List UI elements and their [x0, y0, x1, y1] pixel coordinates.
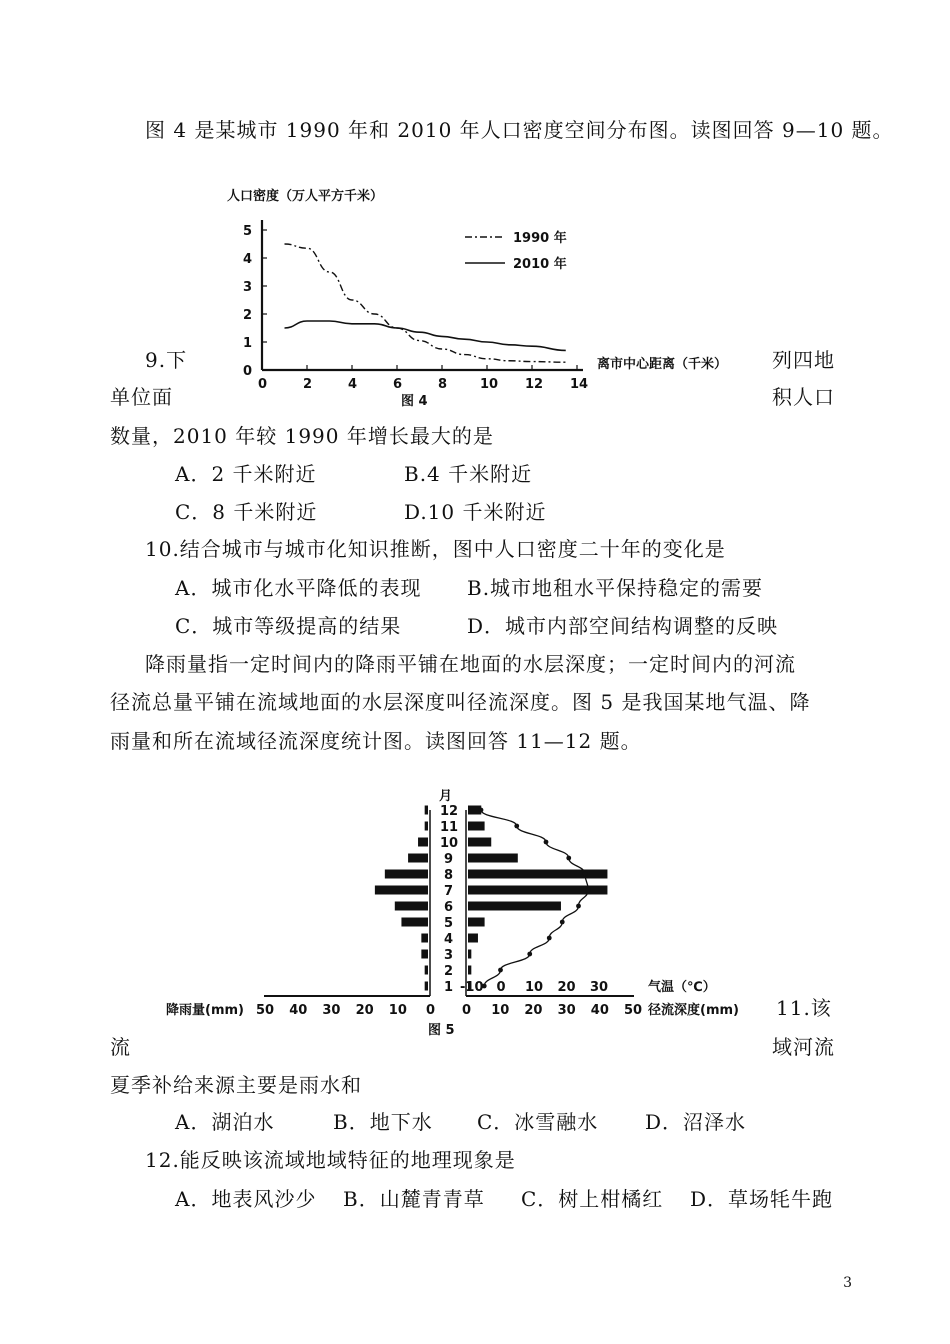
fig5-temp-label: 气温（℃）: [648, 980, 716, 995]
q9-right-b: 积人口: [772, 385, 835, 409]
q12-option-a: A．地表风沙少: [175, 1187, 317, 1211]
fig5-runoff-tick: 40: [590, 1003, 609, 1018]
fig4-xlabel: 离市中心距离（千米）: [597, 357, 728, 372]
fig4-xtick-label: 2: [303, 377, 313, 392]
fig5-runoff-tick: 0: [462, 1003, 472, 1018]
fig5-rain-tick: 20: [355, 1003, 374, 1018]
q11-option-c: C．冰雪融水: [477, 1110, 599, 1134]
fig5-temp-point: [479, 808, 484, 813]
intro2-line1: 降雨量指一定时间内的降雨平铺在地面的水层深度；一定时间内的河流: [145, 652, 796, 676]
fig5-month-label: 月: [439, 789, 453, 804]
fig5-runoff-bar: [468, 854, 518, 863]
fig5-month-tick: 2: [444, 964, 454, 979]
intro-figure4: 图 4 是某城市 1990 年和 2010 年人口密度空间分布图。读图回答 9—10 题。: [145, 118, 894, 142]
fig4-xtick-label: 6: [393, 377, 403, 392]
q11-option-b: B．地下水: [333, 1110, 433, 1134]
fig4-ytick-label: 0: [243, 364, 253, 379]
q10-stem: 10.结合城市与城市化知识推断，图中人口密度二十年的变化是: [145, 537, 726, 561]
fig5-temp-point: [544, 840, 549, 845]
fig5-month-tick: 10: [440, 836, 459, 851]
q11-right-a: 11.该: [776, 996, 832, 1020]
fig5-runoff-bar: [468, 902, 561, 911]
fig4-ytick-label: 2: [243, 308, 253, 323]
fig4-xtick-label: 0: [258, 377, 268, 392]
fig5-temp-tick: 20: [557, 980, 576, 995]
q9-left-a: 9.下: [145, 348, 188, 372]
intro2-line2: 径流总量平铺在流域地面的水层深度叫径流深度。图 5 是我国某地气温、降: [110, 690, 811, 714]
fig5-runoff-bar: [468, 838, 491, 847]
fig5-temp-tick: -10: [460, 980, 484, 995]
q11-left-b: 流: [110, 1035, 131, 1059]
page-number: 3: [843, 1275, 852, 1291]
fig5-runoff-tick: 30: [557, 1003, 576, 1018]
q10-option-c: C．城市等级提高的结果: [175, 614, 402, 638]
q12-option-d: D．草场牦牛跑: [690, 1187, 834, 1211]
legend-1990-label: 1990 年: [513, 231, 567, 246]
q12-option-b: B．山麓青青草: [343, 1187, 485, 1211]
fig5-temp-tick: 0: [496, 980, 506, 995]
fig5-rain-bar: [425, 982, 428, 991]
fig4-xtick-label: 8: [438, 377, 448, 392]
fig5-rain-bar: [425, 822, 428, 831]
fig5-runoff-bar: [468, 966, 471, 975]
q10-option-d: D．城市内部空间结构调整的反映: [467, 614, 779, 638]
fig5-runoff-bar: [468, 822, 485, 831]
figure5-chart: [160, 780, 760, 1040]
intro2-line3: 雨量和所在流域径流深度统计图。读图回答 11—12 题。: [110, 729, 642, 753]
fig5-runoff-label: 径流深度(mm): [648, 1003, 739, 1018]
q11-line-c: 夏季补给来源主要是雨水和: [110, 1073, 362, 1097]
fig5-rain-bar: [421, 950, 428, 959]
legend-2010-label: 2010 年: [513, 257, 567, 272]
fig5-rain-bar: [385, 870, 428, 879]
q12-stem: 12.能反映该流域地域特征的地理现象是: [145, 1148, 516, 1172]
fig5-month-tick: 3: [444, 948, 454, 963]
fig5-runoff-bar: [468, 918, 485, 927]
q11-right-b: 域河流: [772, 1035, 835, 1059]
fig4-xtick-label: 4: [348, 377, 358, 392]
figure4-chart: [225, 180, 770, 415]
fig5-runoff-tick: 20: [524, 1003, 543, 1018]
fig5-runoff-bar: [468, 934, 478, 943]
q9-option-b: B.4 千米附近: [404, 462, 533, 486]
fig5-rain-bar: [375, 886, 428, 895]
fig5-temp-point: [583, 872, 588, 877]
fig4-ytick-label: 5: [243, 224, 253, 239]
q11-option-a: A．湖泊水: [175, 1110, 275, 1134]
q9-left-b: 单位面: [110, 385, 173, 409]
fig5-rain-bar: [425, 806, 428, 815]
fig5-month-tick: 4: [444, 932, 454, 947]
fig5-temp-point: [586, 888, 591, 893]
fig5-rain-bar: [421, 934, 428, 943]
fig4-xtick-label: 14: [570, 377, 589, 392]
fig5-rain-bar: [395, 902, 428, 911]
fig5-runoff-tick: 10: [491, 1003, 510, 1018]
q9-option-d: D.10 千米附近: [404, 500, 547, 524]
fig5-rain-tick: 0: [426, 1003, 436, 1018]
fig5-month-tick: 11: [440, 820, 459, 835]
fig5-rain-tick: 30: [322, 1003, 341, 1018]
q9-line-c: 数量，2010 年较 1990 年增长最大的是: [110, 424, 494, 448]
fig5-rain-bar: [425, 966, 428, 975]
fig5-rain-tick: 40: [289, 1003, 308, 1018]
fig5-runoff-tick: 50: [624, 1003, 643, 1018]
fig5-month-tick: 8: [444, 868, 454, 883]
fig5-rain-label: 降雨量(mm): [166, 1003, 244, 1018]
fig5-temp-tick: 10: [525, 980, 544, 995]
fig4-ytick-label: 4: [243, 252, 253, 267]
fig4-xtick-label: 10: [480, 377, 499, 392]
fig5-temp-point: [527, 952, 532, 957]
fig5-runoff-bar: [468, 950, 471, 959]
fig5-temp-point: [547, 936, 552, 941]
q10-option-a: A．城市化水平降低的表现: [175, 576, 422, 600]
fig5-month-tick: 5: [444, 916, 454, 931]
fig5-month-tick: 12: [440, 804, 459, 819]
fig4-ytick-label: 3: [243, 280, 253, 295]
fig5-title: 图 5: [428, 1023, 455, 1038]
fig5-rain-bar: [408, 854, 428, 863]
fig5-temp-point: [514, 824, 519, 829]
q12-option-c: C．树上柑橘红: [521, 1187, 664, 1211]
fig5-temp-point: [560, 920, 565, 925]
q9-option-c: C．8 千米附近: [175, 500, 318, 524]
q9-option-a: A．2 千米附近: [175, 462, 317, 486]
fig5-month-tick: 9: [444, 852, 454, 867]
fig5-month-tick: 7: [444, 884, 454, 899]
q10-option-b: B.城市地租水平保持稳定的需要: [467, 576, 764, 600]
fig5-rain-bar: [418, 838, 428, 847]
fig4-ytick-label: 1: [243, 336, 253, 351]
fig5-rain-tick: 10: [388, 1003, 407, 1018]
fig5-temp-point: [576, 904, 581, 909]
q11-option-d: D．沼泽水: [645, 1110, 747, 1134]
fig4-legend: [465, 230, 567, 272]
fig5-rain-bar: [401, 918, 428, 927]
fig4-ylabel: 人口密度（万人平方千米）: [227, 189, 384, 204]
fig5-month-tick: 6: [444, 900, 454, 915]
q9-right-a: 列四地: [772, 348, 835, 372]
fig5-month-tick: 1: [444, 980, 454, 995]
fig5-temp-tick: 30: [590, 980, 609, 995]
fig5-temp-line: [481, 810, 588, 986]
fig5-rain-tick: 50: [256, 1003, 275, 1018]
fig4-xtick-label: 12: [525, 377, 544, 392]
fig4-series-2010-line: [285, 321, 566, 350]
fig5-temp-point: [566, 856, 571, 861]
fig4-title: 图 4: [401, 394, 428, 409]
fig5-temp-point: [498, 968, 503, 973]
